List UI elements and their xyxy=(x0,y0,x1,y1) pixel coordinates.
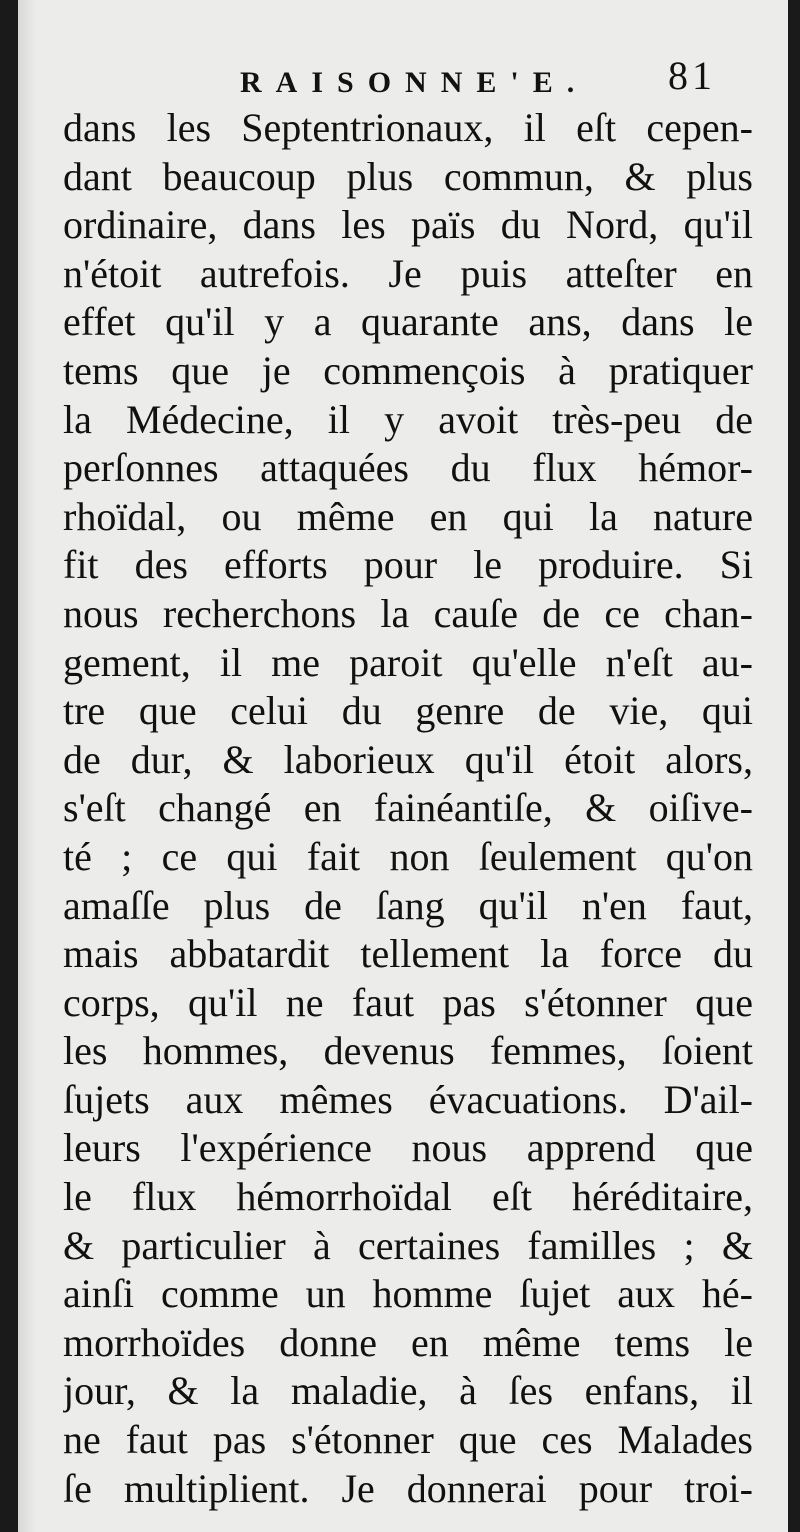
text-line: dans les Septentrionaux, il eſt cepen- xyxy=(63,105,753,150)
text-line: tems que je commençois à pratiquer xyxy=(63,347,753,393)
page-number: 81 xyxy=(668,53,716,98)
running-head: RAISONNE'E. xyxy=(240,66,589,99)
text-line: ne faut pas s'étonner que ces Malades xyxy=(63,1417,753,1463)
text-line: fit des efforts pour le produire. Si xyxy=(63,542,753,588)
text-line: la Médecine, il y avoit très-peu de xyxy=(63,396,753,442)
text-line: gement, il me paroit qu'elle n'eſt au- xyxy=(63,639,753,685)
text-line: morrhoïdes donne en même tems le xyxy=(63,1319,753,1365)
text-line: tre que celui du genre de vie, qui xyxy=(63,688,753,734)
page-edge-shadow xyxy=(18,0,36,1532)
text-line: jour, & la maladie, à ſes enfans, il xyxy=(63,1368,753,1414)
text-line: mais abbatardit tellement la force du xyxy=(63,931,753,977)
text-line: ſe multiplient. Je donnerai pour troi- xyxy=(63,1465,753,1511)
text-line: leurs l'expérience nous apprend que xyxy=(63,1125,753,1171)
text-line: n'étoit autrefois. Je puis atteſter en xyxy=(63,250,753,296)
text-line: dant beaucoup plus commun, & plus xyxy=(63,153,753,199)
body-text xyxy=(63,104,753,1513)
text-line: rhoïdal, ou même en qui la nature xyxy=(63,493,753,539)
text-line: le flux hémorrhoïdal eſt héréditaire, xyxy=(63,1174,753,1220)
book-page xyxy=(18,0,788,1532)
text-line: ſujets aux mêmes évacuations. D'ail- xyxy=(63,1076,753,1122)
text-line: té ; ce qui fait non ſeulement qu'on xyxy=(63,833,753,879)
text-line: de dur, & laborieux qu'il étoit alors, xyxy=(63,736,753,782)
text-line: amaſſe plus de ſang qu'il n'en faut, xyxy=(63,882,753,928)
text-line: effet qu'il y a quarante ans, dans le xyxy=(63,299,753,345)
text-line: corps, qu'il ne faut pas s'étonner que xyxy=(63,979,753,1025)
text-line: s'eſt changé en fainéantiſe, & oiſive- xyxy=(63,785,753,831)
text-line: & particulier à certaines familles ; & xyxy=(63,1222,753,1268)
text-line: les hommes, devenus femmes, ſoient xyxy=(63,1028,753,1074)
text-line: nous recherchons la cauſe de ce chan- xyxy=(63,590,753,636)
text-line: perſonnes attaquées du flux hémor- xyxy=(63,445,753,491)
text-line: ainſi comme un homme ſujet aux hé- xyxy=(63,1271,753,1317)
text-line: ordinaire, dans les païs du Nord, qu'il xyxy=(63,202,753,248)
page-header xyxy=(18,52,788,108)
